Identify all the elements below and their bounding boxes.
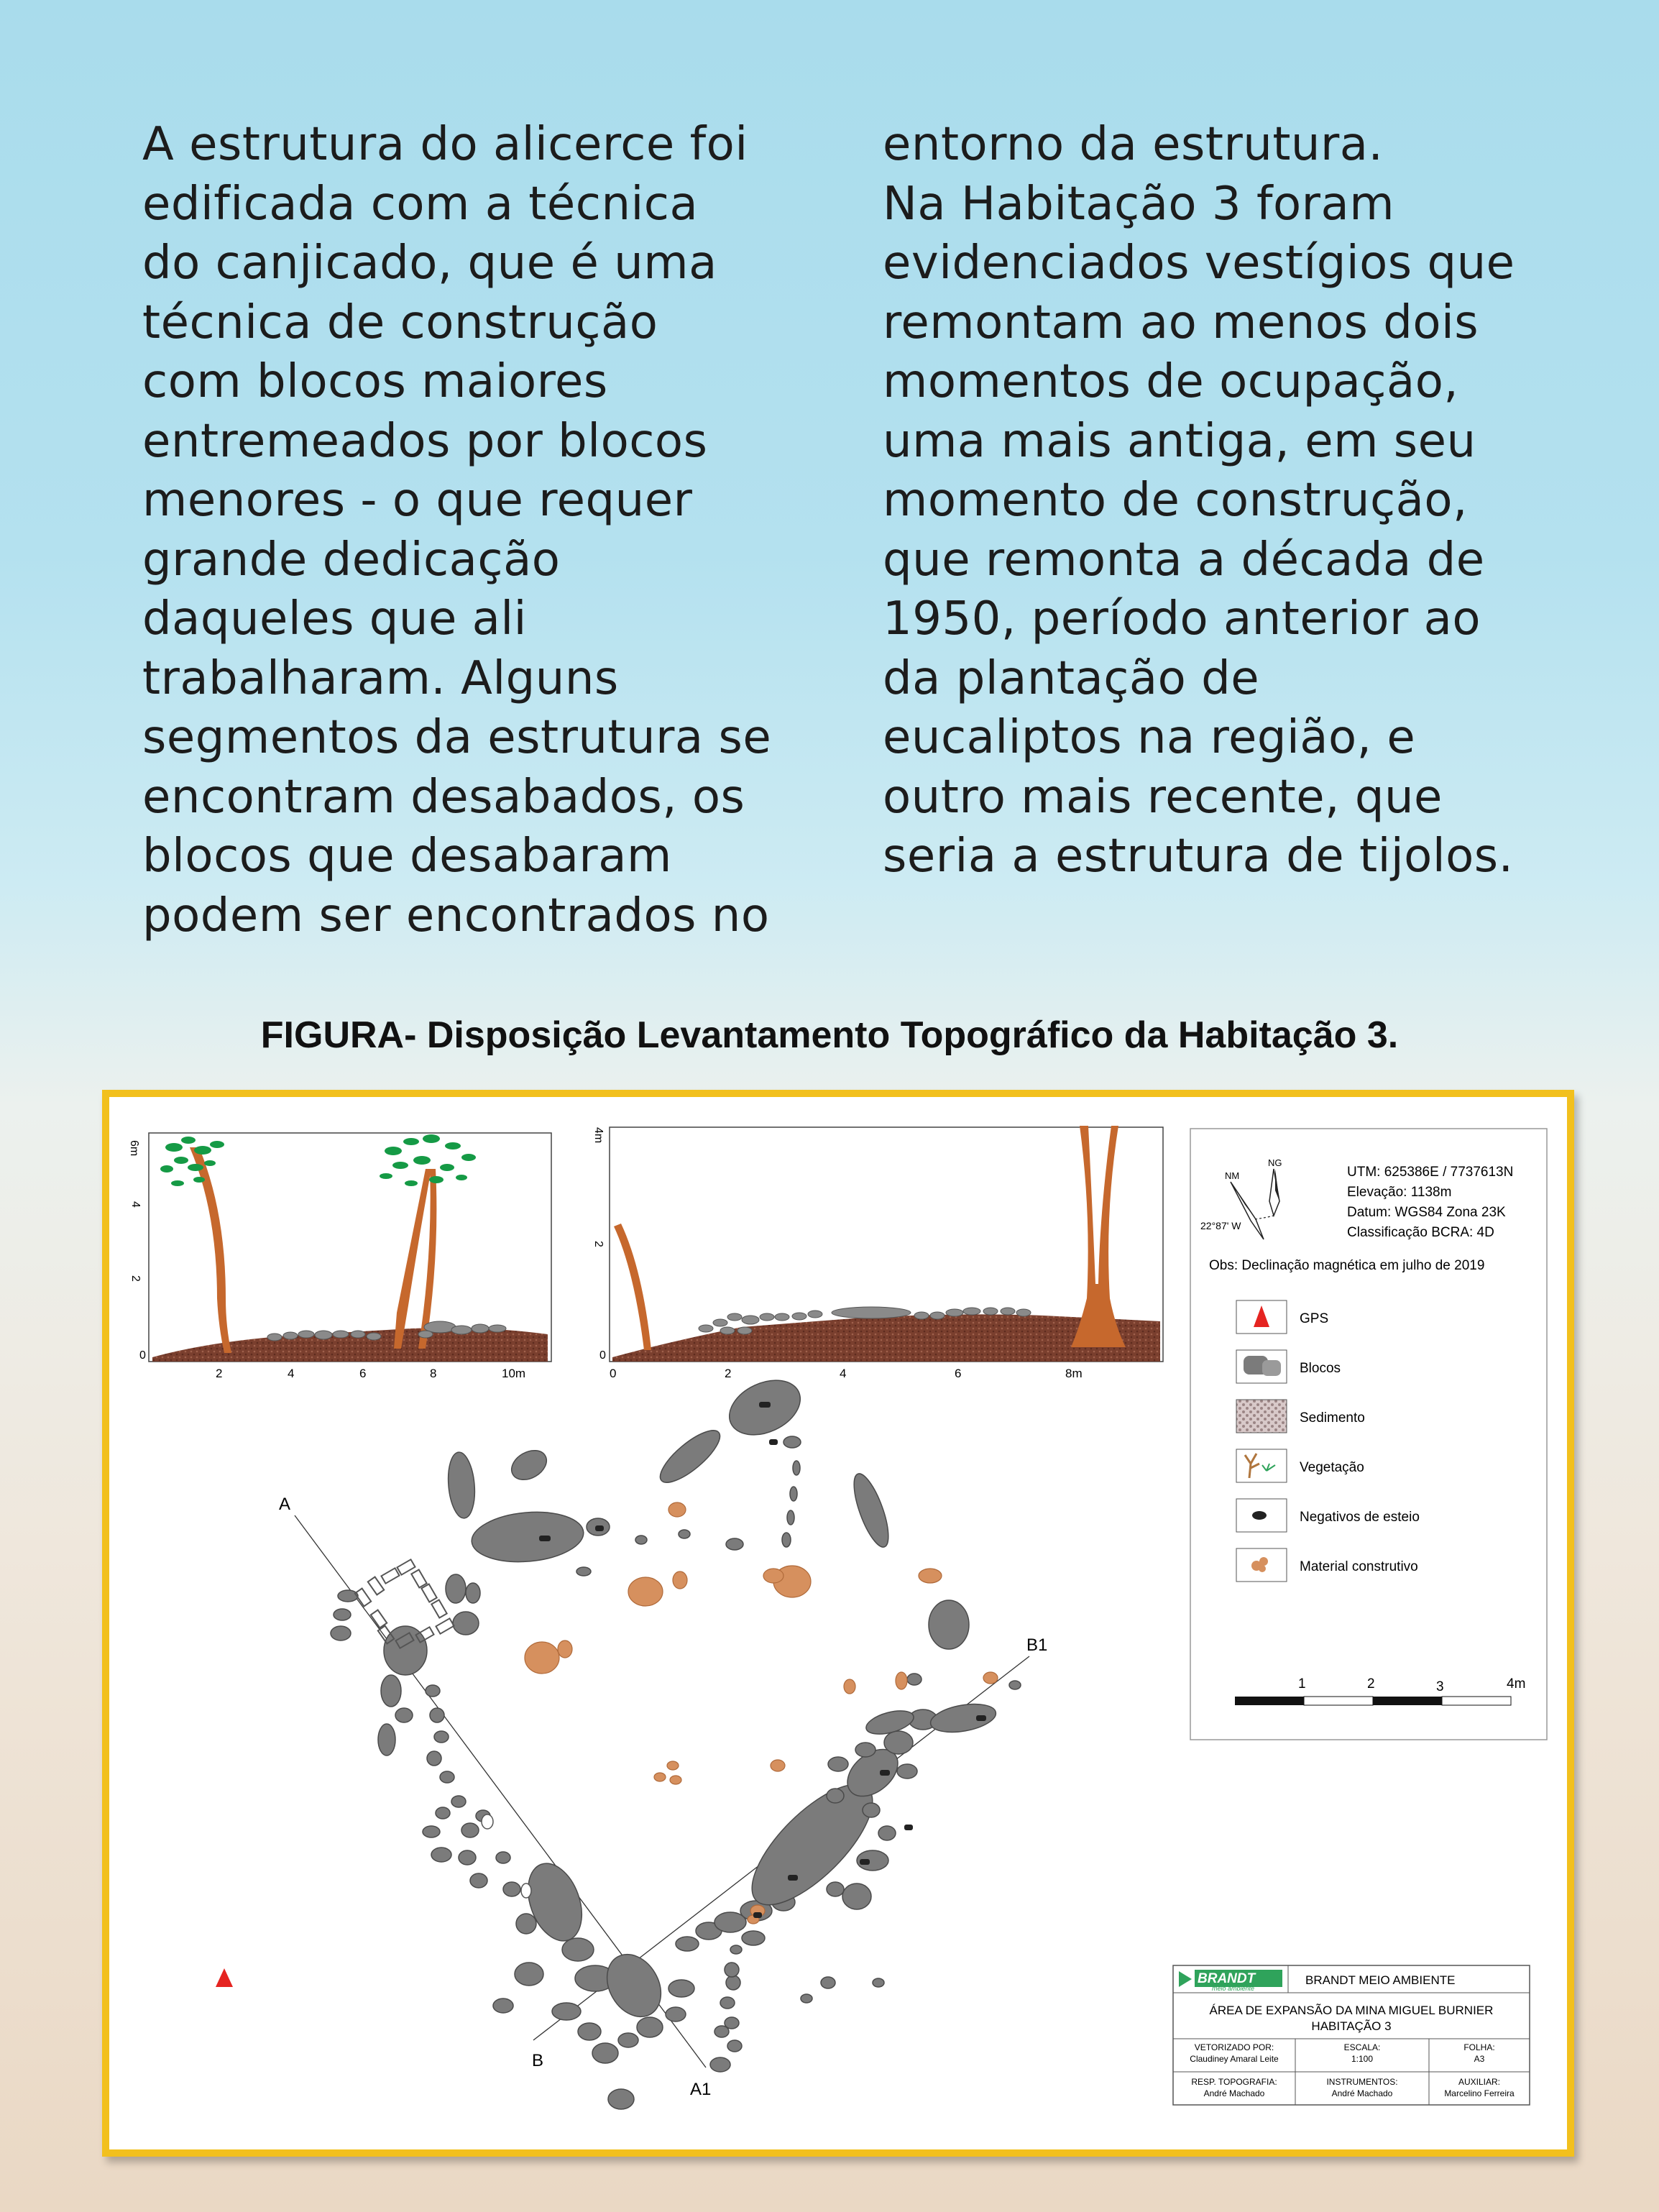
project-line-2: HABITAÇÃO 3 (1311, 2019, 1392, 2033)
text-line: entorno da estrutura. (883, 118, 1384, 171)
text-line: momento de construção, (883, 474, 1468, 527)
aux-value: Marcelino Ferreira (1444, 2088, 1515, 2098)
company-name: BRANDT MEIO AMBIENTE (1305, 1973, 1456, 1987)
legend-item-building-material (1236, 1548, 1418, 1582)
text-column-left (142, 115, 771, 945)
text-line: eucaliptos na região, e (883, 711, 1416, 764)
profile-left-xtick: 2 (216, 1367, 223, 1380)
profile-left-ytick: 0 (139, 1349, 146, 1362)
escala-value: 1:100 (1351, 2054, 1374, 2064)
legend-label: GPS (1300, 1311, 1329, 1326)
post-negative-icon (1252, 1511, 1267, 1520)
legend-item-vegetation (1236, 1449, 1364, 1482)
section-label-b1: B1 (1026, 1635, 1048, 1655)
datum-text: Datum: WGS84 Zona 23K (1347, 1205, 1506, 1220)
legend-label: Vegetação (1300, 1460, 1364, 1475)
topographic-survey-drawing (109, 1097, 1567, 2149)
text-line: do canjicado, que é uma (142, 237, 717, 290)
profile-right-xtick: 2 (725, 1367, 732, 1380)
brick-structure (355, 1559, 454, 1648)
vetorizado-value: Claudiney Amaral Leite (1190, 2054, 1279, 2064)
text-line: segmentos da estrutura se (142, 711, 772, 764)
profile-right-ytick: 4m (592, 1127, 605, 1144)
legend-panel (1190, 1129, 1547, 1740)
profile-left-ytick: 2 (129, 1275, 142, 1282)
utm-text: UTM: 625386E / 7737613N (1347, 1165, 1514, 1180)
legend-label: Material construtivo (1300, 1559, 1418, 1574)
text-line: remontam ao menos dois (883, 295, 1479, 349)
section-label-b: B (532, 2051, 544, 2070)
instr-value: André Machado (1331, 2088, 1393, 2098)
svg-text:meio ambiente: meio ambiente (1212, 1985, 1255, 1992)
resp-value: André Machado (1203, 2088, 1265, 2098)
text-line: A estrutura do alicerce foi (142, 118, 748, 171)
scale-label: 1 (1298, 1676, 1306, 1692)
text-line: 1950, período anterior ao (883, 592, 1481, 646)
profile-left-ytick: 4 (129, 1201, 142, 1208)
scale-label: 4m (1507, 1676, 1526, 1692)
resp-label: RESP. TOPOGRAFIA: (1191, 2077, 1277, 2087)
text-line: menores - o que requer (142, 474, 693, 527)
folha-label: FOLHA: (1463, 2042, 1495, 2052)
scale-label: 3 (1436, 1679, 1444, 1694)
stone-blocks (331, 1369, 1021, 2109)
aux-label: AUXILIAR: (1458, 2077, 1501, 2087)
profile-left-xtick: 8 (430, 1367, 437, 1380)
project-line-1: ÁREA DE EXPANSÃO DA MINA MIGUEL BURNIER (1209, 2004, 1494, 2017)
scale-label: 2 (1367, 1676, 1375, 1692)
profile-right-xtick: 0 (610, 1367, 617, 1380)
declination-angle: 22°87' W (1200, 1220, 1241, 1231)
figure-caption: FIGURA- Disposição Levantamento Topográfico da Habitação 3. (260, 1014, 1399, 1056)
north-magnetic-label: NM (1225, 1170, 1240, 1181)
profile-left-xtick: 10m (502, 1367, 526, 1380)
section-label-a: A (279, 1495, 291, 1514)
text-line: daqueles que ali (142, 592, 527, 646)
text-line: Na Habitação 3 foram (883, 177, 1395, 231)
topographic-figure (102, 1090, 1574, 2157)
text-column-right (883, 115, 1515, 886)
folha-value: A3 (1474, 2054, 1485, 2064)
legend-label: Blocos (1300, 1361, 1341, 1376)
legend-label: Sedimento (1300, 1410, 1365, 1426)
scale-bar (1235, 1676, 1525, 1705)
text-line: com blocos maiores (142, 355, 608, 408)
declination-note: Obs: Declinação magnética em julho de 2019 (1209, 1258, 1485, 1273)
text-line: blocos que desabaram (142, 830, 672, 883)
post-negatives (539, 1402, 986, 1918)
profile-right-xtick: 4 (840, 1367, 847, 1380)
gps-marker-icon (216, 1968, 233, 1987)
legend-item-blocks (1236, 1350, 1341, 1383)
svg-text:BRANDT: BRANDT (1198, 1971, 1256, 1986)
plan-view (216, 1369, 1047, 2109)
profile-left (128, 1133, 551, 1380)
legend-item-sediment (1236, 1400, 1365, 1433)
text-line: encontram desabados, os (142, 770, 745, 824)
text-line: podem ser encontrados no (142, 889, 770, 942)
text-line: técnica de construção (142, 295, 658, 349)
text-line: edificada com a técnica (142, 177, 699, 231)
north-grid-label: NG (1268, 1157, 1282, 1168)
profile-left-xtick: 4 (288, 1367, 295, 1380)
text-line: outro mais recente, que (883, 770, 1443, 824)
section-label-a1: A1 (690, 2080, 712, 2099)
vetorizado-label: VETORIZADO POR: (1194, 2042, 1274, 2052)
text-line: da plantação de (883, 651, 1260, 705)
text-line: que remonta a década de (883, 533, 1485, 587)
profile-right-xtick: 8m (1065, 1367, 1083, 1380)
instr-label: INSTRUMENTOS: (1326, 2077, 1398, 2087)
profile-right (592, 1126, 1163, 1380)
profile-right-xtick: 6 (955, 1367, 962, 1380)
text-line: uma mais antiga, em seu (883, 414, 1476, 468)
text-line: seria a estrutura de tijolos. (883, 830, 1514, 883)
escala-label: ESCALA: (1343, 2042, 1381, 2052)
text-line: momentos de ocupação, (883, 355, 1459, 408)
text-line: entremeados por blocos (142, 414, 708, 468)
profile-right-ytick: 2 (592, 1241, 605, 1247)
text-line: grande dedicação (142, 533, 561, 587)
profile-right-ytick: 0 (599, 1349, 606, 1362)
sediment-icon (1236, 1400, 1287, 1433)
profile-left-xtick: 6 (359, 1367, 367, 1380)
title-block (1173, 1965, 1530, 2105)
legend-item-gps (1236, 1300, 1328, 1334)
elevation-text: Elevação: 1138m (1347, 1185, 1452, 1200)
classification-text: Classificação BCRA: 4D (1347, 1225, 1494, 1240)
legend-item-post-negatives (1236, 1499, 1420, 1532)
text-line: trabalharam. Alguns (142, 651, 619, 705)
profile-left-ytick: 6m (128, 1140, 140, 1157)
legend-label: Negativos de esteio (1300, 1510, 1420, 1525)
text-line: evidenciados vestígios que (883, 237, 1515, 290)
